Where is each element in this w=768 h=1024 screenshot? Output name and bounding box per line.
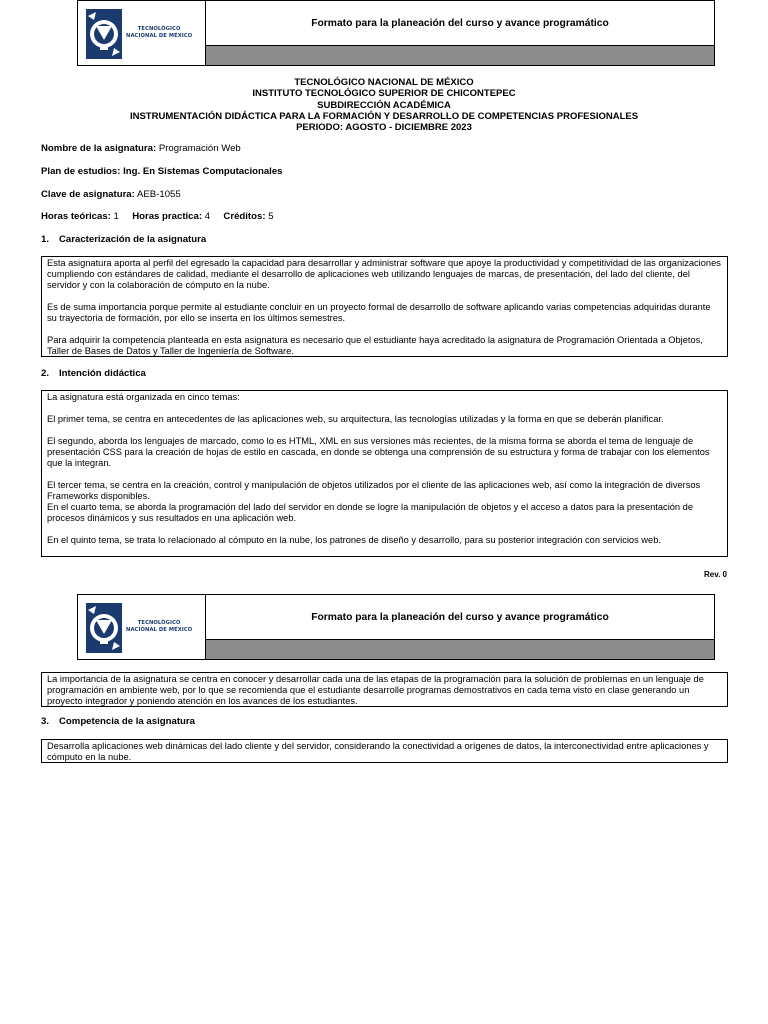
field-asignatura-label: Nombre de la asignatura:: [41, 143, 157, 154]
section-2-paragraph-1: La asignatura está organizada en cinco temas:: [47, 392, 240, 402]
section-1-title: Caracterización de la asignatura: [59, 234, 207, 245]
field-asignatura-value: Programación Web: [158, 143, 241, 154]
page-header: [77, 0, 715, 66]
section-2-paragraph-4: El tercer tema, se centra en la creación, control y manipulación de objetos utilizados por el cliente de las aplicaciones web, así como la integración de diversos Frameworks disponibles.: [47, 480, 701, 501]
header-gray-bar: [206, 45, 714, 65]
field-clave: [41, 189, 181, 200]
section-3-heading: [41, 716, 195, 727]
field-clave-value: AEB-1055: [136, 189, 181, 200]
section-2-paragraph-6: En el quinto tema, se trata lo relacionado al cómputo en la nube, los patrones de diseño y desarrollo, para su posterior integración con servicios web.: [47, 535, 661, 545]
section-1-paragraph-3: Para adquirir la competencia planteada en esta asignatura es necesario que el estudiante haya acreditado la asignatura de Programación Orientada a Objetos, Taller de Bases de Datos y Taller de Ingeniería de Software.: [47, 335, 703, 356]
tecnm-emblem-icon: [84, 6, 124, 62]
logo-cell-2: [78, 595, 206, 659]
revision-label: Rev. 0: [704, 570, 727, 579]
institution-line-1: TECNOLÓGICO NACIONAL DE MÉXICO: [294, 77, 474, 88]
section-1-box: [41, 256, 728, 357]
section-2-paragraph-2: El primer tema, se centra en antecedentes de las aplicaciones web, su arquitectura, las tecnologías utilizadas y la forma en que se deberán planificar.: [47, 414, 664, 424]
section-1-number: 1.: [41, 234, 50, 245]
section-2-box: [41, 390, 728, 557]
institution-block: [40, 77, 728, 133]
logo-text: [126, 26, 192, 39]
section-2-paragraph-7: La importancia de la asignatura se centra en conocer y desarrollar cada una de las etapas de la programación para la solución de problemas en un lenguaje de programación en ambiente web, por lo que se recomienda que el estudiante desarrolle programas demostrativos en cada tema visto en clase generando un proyecto integrador y poniendo atención en los avances de los estudiantes.: [47, 674, 704, 706]
section-1-paragraph-2: Es de suma importancia porque permite al estudiante concluir en un proyecto formal de desarrollo de software aplicando varias competencias adquiridas durante su trayectoria de formación, por ello se inserta en los últimos semestres.: [47, 302, 711, 323]
section-2-box-continued: [41, 672, 728, 707]
section-2-paragraph-5: En el cuarto tema, se aborda la programación del lado del servidor en donde se logre la manipulación de objetos y el acceso a datos para la presentación de procesos dinámicos y sus resultados en una aplicación web.: [47, 502, 694, 523]
section-3-title: Competencia de la asignatura: [59, 716, 195, 727]
logo-cell: [78, 1, 206, 65]
institution-line-5: PERIODO: AGOSTO - DICIEMBRE 2023: [296, 122, 472, 134]
field-teoricas-label: Horas teóricas:: [41, 211, 111, 222]
field-creditos-value: 5: [268, 211, 274, 222]
header-title: Formato para la planeación del curso y avance programático: [311, 17, 609, 29]
field-practica-value: 4: [204, 211, 211, 222]
logo-line-1: TECNOLÓGICO: [137, 620, 181, 626]
field-creditos-label: Créditos:: [223, 211, 266, 222]
field-horas: [41, 211, 274, 222]
tecnm-logo-2: [84, 600, 202, 656]
section-3-paragraph-1: Desarrolla aplicaciones web dinámicas del lado cliente y del servidor, considerando la conectividad a orígenes de datos, la interconectividad entre aplicaciones y cómputo en la nube.: [47, 741, 709, 762]
page-header-2: [77, 594, 715, 660]
section-2-number: 2.: [41, 368, 50, 379]
field-plan: [41, 166, 283, 177]
header-gray-bar-2: [206, 639, 714, 659]
section-2-paragraph-3: El segundo, aborda los lenguajes de marcado, como lo es HTML, XML en sus versiones más recientes, de la misma forma se aborda el tema de lenguaje de presentación CSS para la creación de hojas de estilo en cascada, en donde se obtenga una comprensión de su estructura y forma de trabajar con los elementos que la integran.: [47, 436, 710, 468]
logo-line-2: NACIONAL DE MÉXICO: [126, 32, 193, 39]
section-3-number: 3.: [41, 716, 50, 727]
logo-text-2: [126, 620, 192, 633]
header-title-2: Formato para la planeación del curso y avance programático: [311, 611, 609, 623]
field-plan-label: Plan de estudios:: [41, 166, 121, 177]
field-clave-label: Clave de asignatura:: [41, 189, 135, 200]
institution-line-3: SUBDIRECCIÓN ACADÉMICA: [317, 99, 451, 111]
section-2-title: Intención didáctica: [59, 368, 146, 379]
section-1-heading: [41, 234, 206, 245]
section-3-box: [41, 739, 728, 763]
tecnm-emblem-icon: [84, 600, 124, 656]
logo-line-2: NACIONAL DE MÉXICO: [126, 626, 193, 633]
section-1-paragraph-1: Esta asignatura aporta al perfil del egresado la capacidad para desarrollar y administrar software que apoye la productividad y competitividad de las organizaciones cumpliendo con estándares de calidad, mediante el desarrollo de aplicaciones web utilizando lenguajes de marcas, de presentación, del lado del cliente, del servidor y con la colaboración de cómputo en la nube.: [47, 258, 721, 290]
tecnm-logo: [84, 6, 202, 62]
field-practica-label: Horas practica:: [132, 211, 203, 222]
logo-line-1: TECNOLÓGICO: [137, 26, 181, 32]
field-teoricas-value: 1: [113, 211, 119, 222]
section-2-heading: [41, 368, 146, 379]
institution-line-2: INSTITUTO TECNOLÓGICO SUPERIOR DE CHICONTEPEC: [252, 88, 516, 100]
institution-line-4: INSTRUMENTACIÓN DIDÁCTICA PARA LA FORMACIÓN Y DESARROLLO DE COMPETENCIAS PROFESIONALES: [129, 110, 639, 122]
field-plan-value: Ing. En Sistemas Computacionales: [123, 166, 283, 177]
field-asignatura: [41, 143, 241, 154]
